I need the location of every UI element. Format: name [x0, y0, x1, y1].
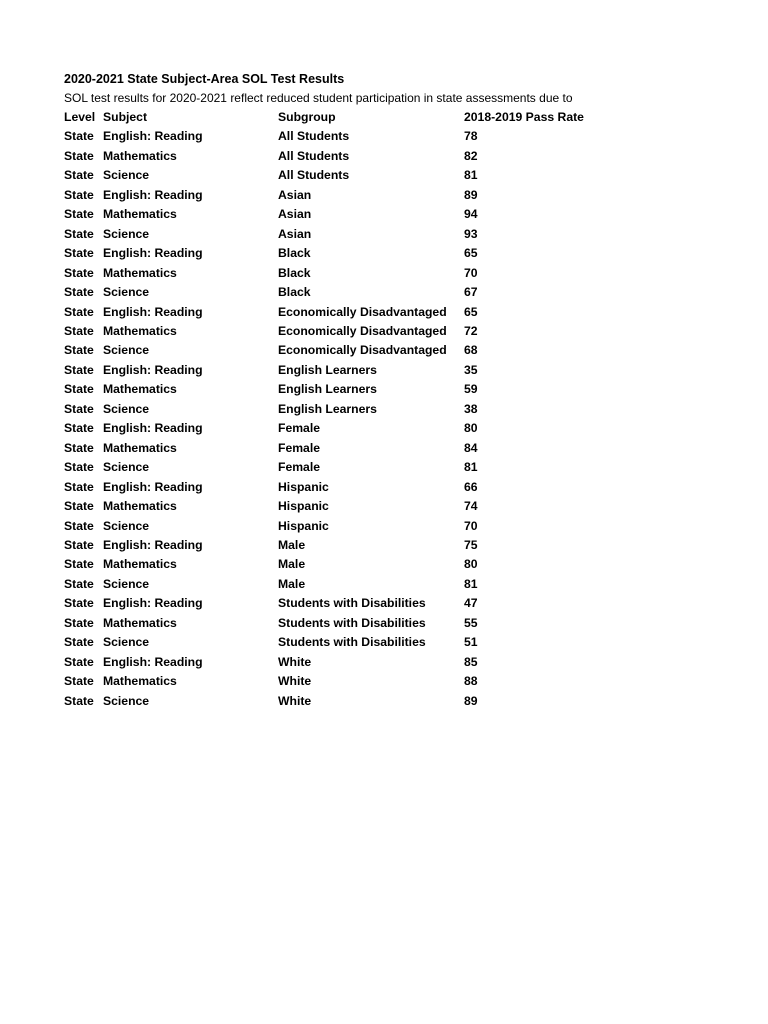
cell-pass-rate: 65 [464, 304, 478, 319]
cell-level: State [64, 207, 94, 222]
cell-pass-rate: 93 [464, 226, 478, 241]
cell-subject: Mathematics [103, 323, 177, 338]
cell-level: State [64, 499, 94, 514]
cell-level: State [64, 693, 94, 708]
cell-subject: Science [103, 518, 150, 533]
table-row [64, 380, 593, 399]
cell-pass-rate: 89 [464, 187, 478, 202]
table-row [64, 633, 593, 652]
cell-pass-rate: 81 [464, 168, 478, 183]
spreadsheet [64, 70, 606, 711]
table-row [64, 478, 593, 497]
cell-subgroup: Male [278, 537, 306, 552]
cell-pass-rate: 74 [464, 499, 478, 514]
cell-pass-rate: 94 [464, 207, 478, 222]
cell-subgroup: Asian [278, 207, 312, 222]
cell-subgroup: Students with Disabilities [278, 596, 426, 611]
cell-subgroup: Male [278, 576, 306, 591]
table-row [64, 614, 593, 633]
cell-pass-rate: 38 [464, 401, 478, 416]
cell-subgroup: Asian [278, 187, 312, 202]
cell-subject: Science [103, 226, 150, 241]
cell-subject: Mathematics [103, 148, 177, 163]
table-body [64, 127, 593, 711]
cell-level: State [64, 343, 94, 358]
cell-subgroup: All Students [278, 148, 350, 163]
cell-subgroup: English Learners [278, 382, 377, 397]
cell-level: State [64, 382, 94, 397]
cell-subgroup: Female [278, 460, 321, 475]
cell-subject: Science [103, 635, 150, 650]
cell-level: State [64, 129, 94, 144]
cell-level: State [64, 440, 94, 455]
cell-subgroup: Hispanic [278, 499, 329, 514]
cell-subgroup: Economically Disadvantaged [278, 323, 447, 338]
results-table [64, 108, 593, 711]
table-row [64, 458, 593, 477]
cell-level: State [64, 265, 94, 280]
cell-subgroup: Female [278, 421, 321, 436]
cell-pass-rate: 81 [464, 576, 478, 591]
cell-subgroup: Black [278, 246, 311, 261]
cell-subject: Mathematics [103, 265, 177, 280]
cell-level: State [64, 401, 94, 416]
table-row [64, 594, 593, 613]
table-row [64, 322, 593, 341]
cell-subgroup: Economically Disadvantaged [278, 343, 447, 358]
cell-level: State [64, 615, 94, 630]
cell-subject: Science [103, 576, 150, 591]
cell-level: State [64, 576, 94, 591]
cell-subject: English: Reading [103, 362, 203, 377]
table-row [64, 575, 593, 594]
cell-subgroup: All Students [278, 168, 350, 183]
cell-level: State [64, 323, 94, 338]
cell-subgroup: Economically Disadvantaged [278, 304, 447, 319]
cell-pass-rate: 66 [464, 479, 478, 494]
sheet-note: SOL test results for 2020-2021 reflect reduced student participation in state assessments due to [64, 91, 573, 105]
cell-subject: Mathematics [103, 615, 177, 630]
cell-pass-rate: 59 [464, 382, 478, 397]
cell-subject: English: Reading [103, 479, 203, 494]
cell-subject: Mathematics [103, 382, 177, 397]
cell-level: State [64, 635, 94, 650]
cell-subgroup: Asian [278, 226, 312, 241]
cell-pass-rate: 70 [464, 518, 478, 533]
table-row [64, 264, 593, 283]
cell-subject: Science [103, 460, 150, 475]
table-row [64, 303, 593, 322]
table-row [64, 361, 593, 380]
cell-pass-rate: 47 [464, 596, 478, 611]
cell-level: State [64, 596, 94, 611]
table-row [64, 497, 593, 516]
cell-pass-rate: 85 [464, 654, 478, 669]
cell-subject: English: Reading [103, 654, 203, 669]
cell-subgroup: Male [278, 557, 306, 572]
cell-subgroup: English Learners [278, 362, 377, 377]
cell-subject: Mathematics [103, 499, 177, 514]
cell-subject: Mathematics [103, 674, 177, 689]
cell-subgroup: Hispanic [278, 518, 329, 533]
header-level: Level [64, 110, 96, 124]
cell-pass-rate: 80 [464, 421, 478, 436]
cell-level: State [64, 148, 94, 163]
cell-pass-rate: 67 [464, 285, 478, 300]
cell-pass-rate: 68 [464, 343, 478, 358]
cell-subject: Science [103, 401, 150, 416]
cell-subgroup: Black [278, 265, 311, 280]
table-row [64, 653, 593, 672]
cell-pass-rate: 88 [464, 674, 478, 689]
cell-level: State [64, 304, 94, 319]
cell-subgroup: Students with Disabilities [278, 615, 426, 630]
header-pass-rate: 2018-2019 Pass Rate [464, 110, 584, 124]
table-row [64, 672, 593, 691]
cell-subgroup: White [278, 654, 312, 669]
cell-level: State [64, 168, 94, 183]
cell-pass-rate: 82 [464, 148, 478, 163]
cell-subgroup: Students with Disabilities [278, 635, 426, 650]
cell-subject: English: Reading [103, 187, 203, 202]
table-row [64, 166, 593, 185]
cell-level: State [64, 537, 94, 552]
cell-subject: English: Reading [103, 246, 203, 261]
cell-subgroup: All Students [278, 129, 350, 144]
table-row [64, 555, 593, 574]
cell-subject: Science [103, 285, 150, 300]
cell-subject: Science [103, 343, 150, 358]
cell-subgroup: Black [278, 285, 311, 300]
cell-subject: English: Reading [103, 421, 203, 436]
cell-pass-rate: 75 [464, 537, 478, 552]
cell-level: State [64, 674, 94, 689]
table-row [64, 400, 593, 419]
table-row [64, 283, 593, 302]
cell-pass-rate: 81 [464, 460, 478, 475]
cell-level: State [64, 246, 94, 261]
cell-level: State [64, 557, 94, 572]
table-row [64, 517, 593, 536]
cell-pass-rate: 89 [464, 693, 478, 708]
table-row [64, 244, 593, 263]
table-row [64, 439, 593, 458]
sheet-title: 2020-2021 State Subject-Area SOL Test Results [64, 72, 345, 86]
cell-subgroup: Hispanic [278, 479, 329, 494]
cell-subject: English: Reading [103, 304, 203, 319]
cell-subject: English: Reading [103, 596, 203, 611]
cell-subject: Science [103, 693, 150, 708]
cell-subject: Science [103, 168, 150, 183]
table-row [64, 186, 593, 205]
cell-subject: Mathematics [103, 207, 177, 222]
cell-level: State [64, 654, 94, 669]
cell-pass-rate: 70 [464, 265, 478, 280]
table-row [64, 341, 593, 360]
cell-level: State [64, 362, 94, 377]
table-row [64, 419, 593, 438]
table-row [64, 225, 593, 244]
cell-subject: English: Reading [103, 129, 203, 144]
cell-level: State [64, 226, 94, 241]
cell-level: State [64, 518, 94, 533]
cell-subgroup: White [278, 693, 312, 708]
cell-pass-rate: 51 [464, 635, 478, 650]
table-row [64, 692, 593, 711]
table-row [64, 127, 593, 146]
cell-subgroup: White [278, 674, 312, 689]
cell-pass-rate: 65 [464, 246, 478, 261]
cell-pass-rate: 72 [464, 323, 478, 338]
cell-level: State [64, 460, 94, 475]
cell-pass-rate: 35 [464, 362, 478, 377]
table-row [64, 205, 593, 224]
cell-subgroup: Female [278, 440, 321, 455]
header-subgroup: Subgroup [278, 110, 336, 124]
cell-subgroup: English Learners [278, 401, 377, 416]
cell-level: State [64, 421, 94, 436]
table-row [64, 147, 593, 166]
cell-pass-rate: 80 [464, 557, 478, 572]
header-subject: Subject [103, 110, 148, 124]
table-row [64, 536, 593, 555]
cell-pass-rate: 78 [464, 129, 478, 144]
cell-subject: English: Reading [103, 537, 203, 552]
cell-pass-rate: 55 [464, 615, 478, 630]
cell-level: State [64, 187, 94, 202]
cell-subject: Mathematics [103, 557, 177, 572]
cell-subject: Mathematics [103, 440, 177, 455]
cell-pass-rate: 84 [464, 440, 478, 455]
cell-level: State [64, 285, 94, 300]
header-row [64, 108, 593, 127]
cell-level: State [64, 479, 94, 494]
